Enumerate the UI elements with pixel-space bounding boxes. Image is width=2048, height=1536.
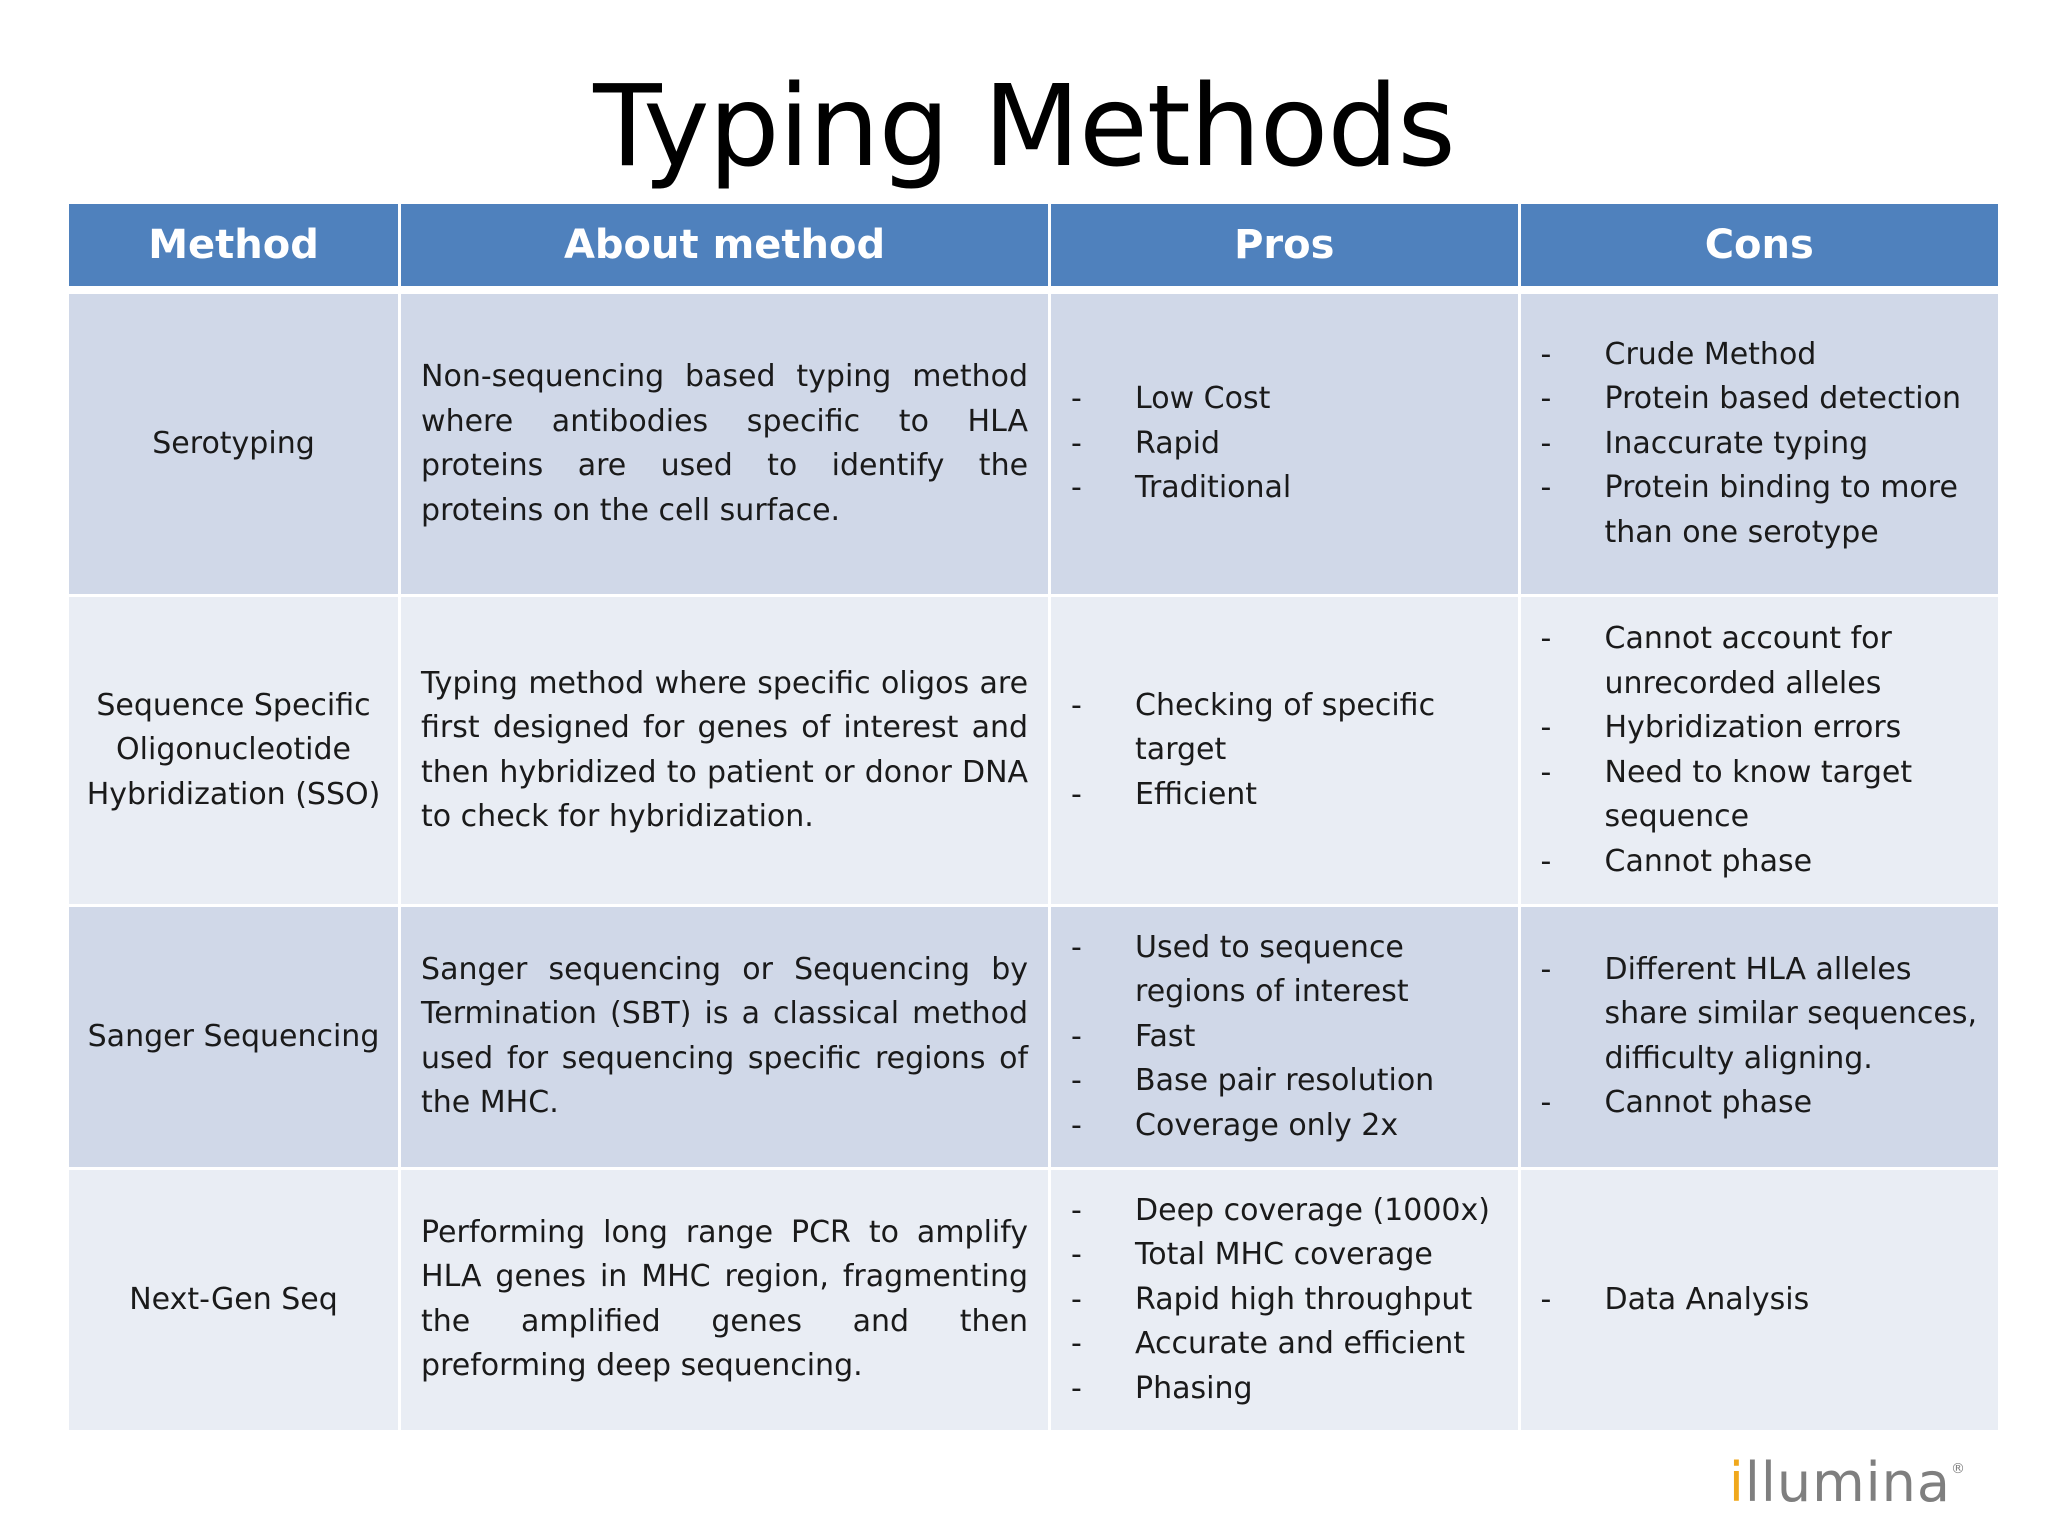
cons-item: - Protein based detection — [1541, 377, 1991, 422]
cons-list — [1541, 948, 1991, 1126]
cons-item: - Crude Method — [1541, 333, 1991, 378]
pros-cell — [1051, 597, 1520, 907]
pros-item: - Low Cost — [1071, 377, 1509, 422]
header-cons: Cons — [1521, 204, 1999, 294]
table-row — [69, 597, 1998, 907]
method-cell: Next-Gen Seq — [69, 1170, 401, 1433]
logo-accent-letter: i — [1728, 1451, 1745, 1514]
pros-item: - Total MHC coverage — [1071, 1233, 1509, 1278]
pros-list — [1071, 377, 1509, 511]
pros-item: - Base pair resolution — [1071, 1059, 1509, 1104]
header-about-method: About method — [401, 204, 1051, 294]
pros-item: - Checking of specific target — [1071, 684, 1509, 773]
about-text: Performing long range PCR to amplify HLA genes in MHC region, fragmenting the amplified genes and then preforming deep sequencing. — [421, 1214, 1029, 1384]
illumina-logo — [1729, 1451, 1966, 1514]
table-row — [69, 907, 1998, 1170]
about-cell — [401, 294, 1051, 597]
header-method: Method — [69, 204, 401, 294]
pros-list — [1071, 926, 1509, 1149]
logo-rest-letters: llumina — [1744, 1451, 1951, 1514]
cons-item: - Different HLA alleles share similar sequences, difficulty aligning. — [1541, 948, 1991, 1082]
cons-cell — [1521, 1170, 1999, 1433]
registered-mark-icon: ® — [1951, 1461, 1966, 1477]
about-cell — [401, 597, 1051, 907]
pros-item: - Accurate and efficient — [1071, 1322, 1509, 1367]
pros-item: - Used to sequence regions of interest — [1071, 926, 1509, 1015]
pros-item: - Coverage only 2x — [1071, 1104, 1509, 1149]
cons-item: - Cannot phase — [1541, 840, 1991, 885]
pros-item: - Phasing — [1071, 1367, 1509, 1412]
pros-item: - Efficient — [1071, 773, 1509, 818]
table-row — [69, 294, 1998, 597]
cons-item: - Protein binding to more than one serotype — [1541, 466, 1991, 555]
pros-item: - Rapid high throughput — [1071, 1278, 1509, 1323]
header-pros: Pros — [1051, 204, 1520, 294]
about-text: Typing method where specific oligos are first designed for genes of interest and then hybridized to patient or donor DNA to check for hybridization. — [421, 665, 1029, 835]
cons-cell — [1521, 597, 1999, 907]
cons-item: - Need to know target sequence — [1541, 751, 1991, 840]
cons-item: - Inaccurate typing — [1541, 422, 1991, 467]
pros-item: - Rapid — [1071, 422, 1509, 467]
pros-cell — [1051, 1170, 1520, 1433]
cons-item: - Hybridization errors — [1541, 706, 1991, 751]
about-cell — [401, 1170, 1051, 1433]
pros-cell — [1051, 907, 1520, 1170]
pros-item: - Fast — [1071, 1015, 1509, 1060]
cons-list — [1541, 617, 1991, 884]
pros-list — [1071, 1189, 1509, 1412]
table-row — [69, 1170, 1998, 1433]
about-text: Sanger sequencing or Sequencing by Termination (SBT) is a classical method used for sequencing specific regions of the MHC. — [421, 951, 1029, 1121]
method-cell: Sequence Specific Oligonucleotide Hybridization (SSO) — [69, 597, 401, 907]
cons-cell — [1521, 907, 1999, 1170]
method-cell: Serotyping — [69, 294, 401, 597]
table-header-row — [69, 204, 1998, 294]
pros-item: - Traditional — [1071, 466, 1509, 511]
cons-list — [1541, 333, 1991, 556]
about-cell — [401, 907, 1051, 1170]
about-text: Non-sequencing based typing method where antibodies specific to HLA proteins are used to identify the proteins on the cell surface. — [421, 359, 1029, 528]
logo-text — [1729, 1451, 1951, 1514]
cons-item: - Data Analysis — [1541, 1278, 1991, 1323]
cons-list — [1541, 1278, 1991, 1323]
pros-list — [1071, 684, 1509, 818]
cons-cell — [1521, 294, 1999, 597]
pros-item: - Deep coverage (1000x) — [1071, 1189, 1509, 1234]
cons-item: - Cannot account for unrecorded alleles — [1541, 617, 1991, 706]
pros-cell — [1051, 294, 1520, 597]
cons-item: - Cannot phase — [1541, 1081, 1991, 1126]
slide-title: Typing Methods — [593, 62, 1455, 192]
method-cell: Sanger Sequencing — [69, 907, 401, 1170]
typing-methods-table — [69, 204, 1998, 1433]
